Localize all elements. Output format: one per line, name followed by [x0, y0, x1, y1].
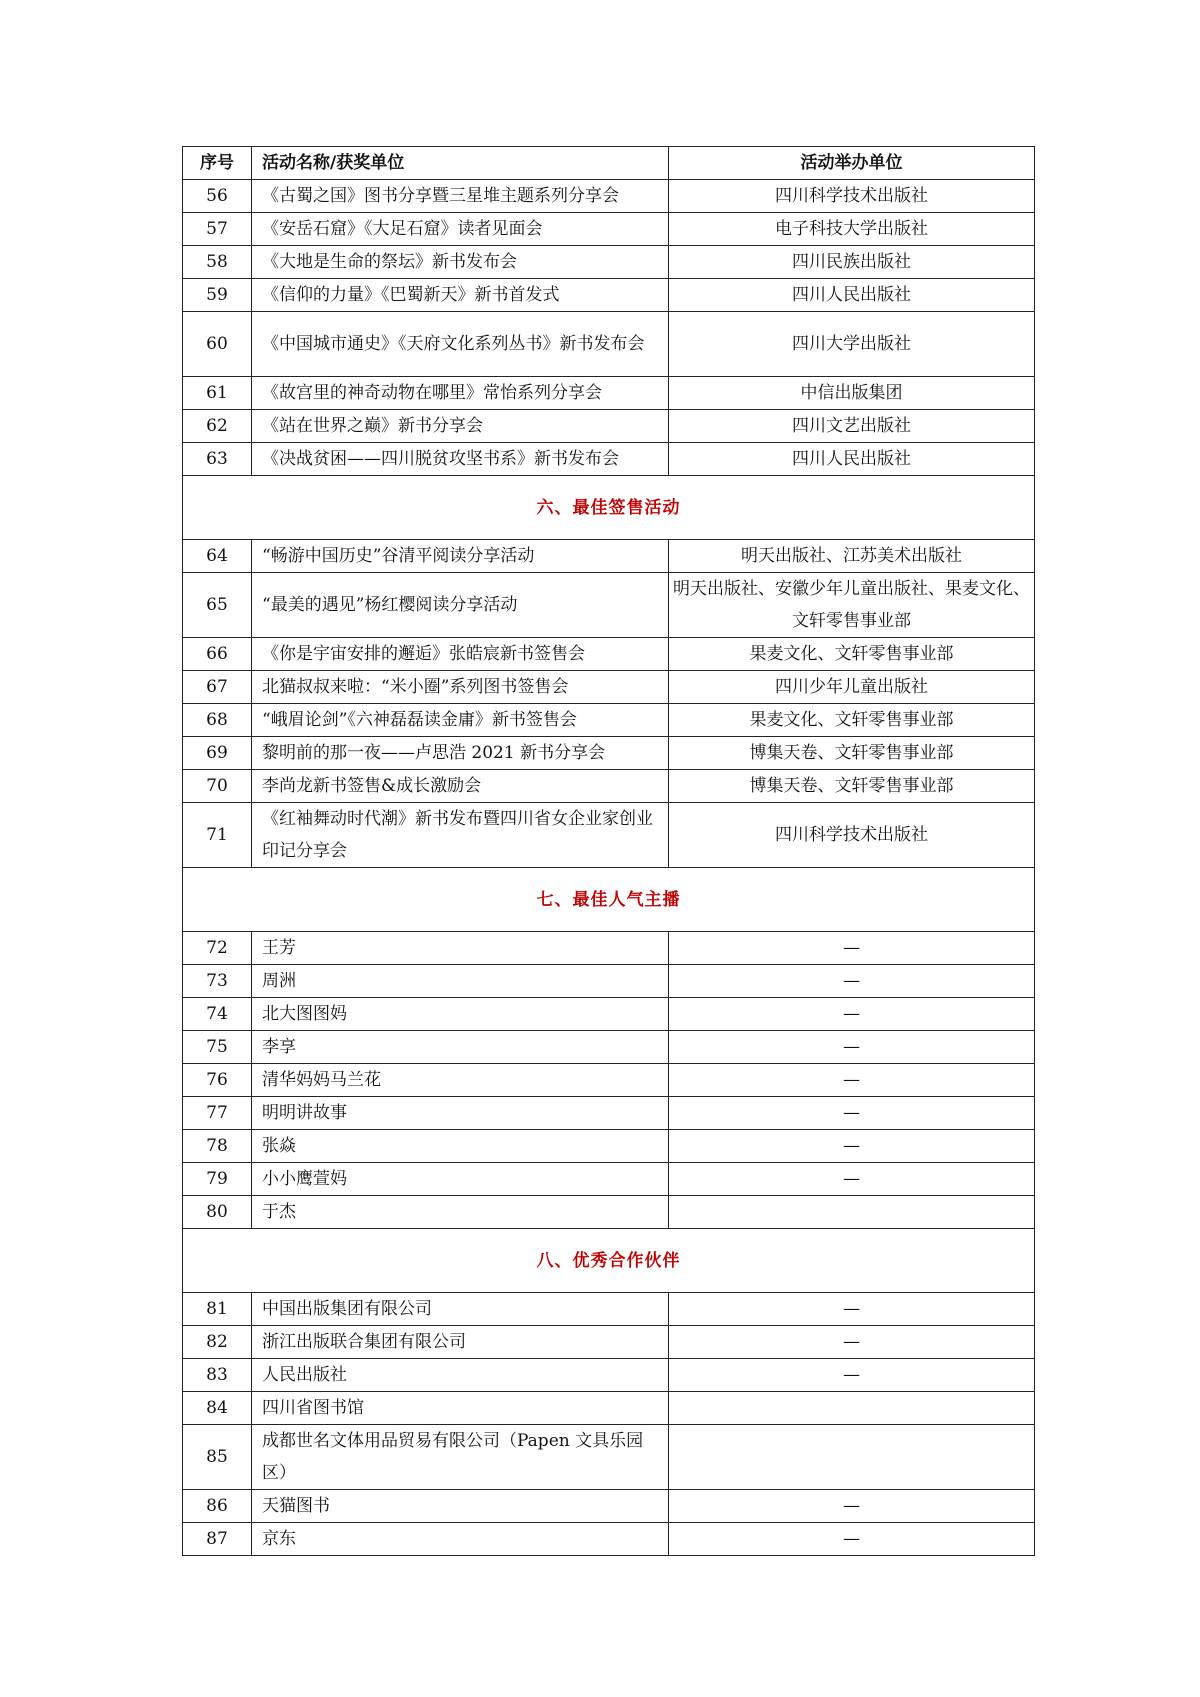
organizer-cell: 果麦文化、文轩零售事业部: [669, 638, 1035, 671]
table-row: [183, 1392, 1035, 1425]
serial-number-cell: 69: [183, 737, 252, 770]
organizer-cell: 四川科学技术出版社: [669, 180, 1035, 213]
serial-number-cell: 67: [183, 671, 252, 704]
serial-number-cell: 62: [183, 410, 252, 443]
table-row: [183, 1031, 1035, 1064]
organizer-cell: 明天出版社、安徽少年儿童出版社、果麦文化、文轩零售事业部: [669, 573, 1035, 638]
organizer-cell: 四川人民出版社: [669, 279, 1035, 312]
activity-name-cell: 《你是宇宙安排的邂逅》张皓宸新书签售会: [252, 638, 669, 671]
organizer-cell: 中信出版集团: [669, 377, 1035, 410]
activity-name-cell: 京东: [252, 1523, 669, 1556]
organizer-cell: 四川大学出版社: [669, 312, 1035, 377]
serial-number-cell: 70: [183, 770, 252, 803]
organizer-cell: —: [669, 1130, 1035, 1163]
organizer-cell: —: [669, 1031, 1035, 1064]
table-body: [183, 180, 1035, 1556]
organizer-cell: —: [669, 1097, 1035, 1130]
serial-number-cell: 65: [183, 573, 252, 638]
serial-number-cell: 59: [183, 279, 252, 312]
organizer-cell: 博集天卷、文轩零售事业部: [669, 770, 1035, 803]
table-row: [183, 1163, 1035, 1196]
table-row: [183, 443, 1035, 476]
table-row: [183, 803, 1035, 868]
activity-name-cell: 成都世名文体用品贸易有限公司（Papen 文具乐园区）: [252, 1425, 669, 1490]
organizer-cell: —: [669, 1326, 1035, 1359]
organizer-cell: —: [669, 932, 1035, 965]
activity-name-cell: 明明讲故事: [252, 1097, 669, 1130]
activity-name-cell: 浙江出版联合集团有限公司: [252, 1326, 669, 1359]
table-row: [183, 540, 1035, 573]
table-row: [183, 1097, 1035, 1130]
table-row: [183, 1490, 1035, 1523]
activity-name-cell: 《决战贫困——四川脱贫攻坚书系》新书发布会: [252, 443, 669, 476]
section-heading-row: [183, 1229, 1035, 1293]
activity-name-cell: 《中国城市通史》《天府文化系列丛书》新书发布会: [252, 312, 669, 377]
organizer-cell: —: [669, 1490, 1035, 1523]
activity-name-cell: 人民出版社: [252, 1359, 669, 1392]
activity-name-cell: 北猫叔叔来啦：“米小圈”系列图书签售会: [252, 671, 669, 704]
organizer-cell: [669, 1196, 1035, 1229]
serial-number-cell: 84: [183, 1392, 252, 1425]
activity-name-cell: 北大图图妈: [252, 998, 669, 1031]
activity-name-cell: 小小鹰萱妈: [252, 1163, 669, 1196]
serial-number-cell: 68: [183, 704, 252, 737]
serial-number-cell: 85: [183, 1425, 252, 1490]
organizer-cell: 电子科技大学出版社: [669, 213, 1035, 246]
organizer-cell: —: [669, 1359, 1035, 1392]
organizer-cell: —: [669, 1293, 1035, 1326]
activity-name-cell: “最美的遇见”杨红樱阅读分享活动: [252, 573, 669, 638]
activity-name-cell: “峨眉论剑”《六神磊磊读金庸》新书签售会: [252, 704, 669, 737]
activity-name-cell: 四川省图书馆: [252, 1392, 669, 1425]
awards-table: [182, 146, 1035, 1556]
table-row: [183, 638, 1035, 671]
serial-number-cell: 66: [183, 638, 252, 671]
table-row: [183, 965, 1035, 998]
organizer-cell: —: [669, 998, 1035, 1031]
serial-number-cell: 61: [183, 377, 252, 410]
serial-number-cell: 57: [183, 213, 252, 246]
section-heading-row: [183, 476, 1035, 540]
serial-number-cell: 81: [183, 1293, 252, 1326]
activity-name-cell: 《信仰的力量》《巴蜀新天》新书首发式: [252, 279, 669, 312]
section-title: 六、最佳签售活动: [183, 476, 1035, 540]
serial-number-cell: 60: [183, 312, 252, 377]
serial-number-cell: 64: [183, 540, 252, 573]
table-row: [183, 279, 1035, 312]
table-row: [183, 1425, 1035, 1490]
serial-number-cell: 79: [183, 1163, 252, 1196]
table-row: [183, 1293, 1035, 1326]
table-row: [183, 737, 1035, 770]
organizer-cell: —: [669, 1163, 1035, 1196]
header-serial-number: 序号: [183, 147, 252, 180]
table-row: [183, 770, 1035, 803]
table-row: [183, 312, 1035, 377]
organizer-cell: —: [669, 1064, 1035, 1097]
serial-number-cell: 71: [183, 803, 252, 868]
table-row: [183, 998, 1035, 1031]
organizer-cell: [669, 1425, 1035, 1490]
section-title: 七、最佳人气主播: [183, 868, 1035, 932]
activity-name-cell: 中国出版集团有限公司: [252, 1293, 669, 1326]
organizer-cell: 博集天卷、文轩零售事业部: [669, 737, 1035, 770]
header-activity-name: 活动名称/获奖单位: [252, 147, 669, 180]
serial-number-cell: 76: [183, 1064, 252, 1097]
organizer-cell: 四川少年儿童出版社: [669, 671, 1035, 704]
section-heading-row: [183, 868, 1035, 932]
header-organizer: 活动举办单位: [669, 147, 1035, 180]
serial-number-cell: 80: [183, 1196, 252, 1229]
activity-name-cell: 王芳: [252, 932, 669, 965]
serial-number-cell: 72: [183, 932, 252, 965]
serial-number-cell: 86: [183, 1490, 252, 1523]
table-row: [183, 1196, 1035, 1229]
table-row: [183, 1064, 1035, 1097]
table-row: [183, 180, 1035, 213]
table-row: [183, 213, 1035, 246]
organizer-cell: 四川文艺出版社: [669, 410, 1035, 443]
organizer-cell: 四川民族出版社: [669, 246, 1035, 279]
section-title: 八、优秀合作伙伴: [183, 1229, 1035, 1293]
table-row: [183, 671, 1035, 704]
table-header-row: [183, 147, 1035, 180]
serial-number-cell: 73: [183, 965, 252, 998]
serial-number-cell: 82: [183, 1326, 252, 1359]
table-row: [183, 377, 1035, 410]
activity-name-cell: 黎明前的那一夜——卢思浩 2021 新书分享会: [252, 737, 669, 770]
activity-name-cell: 清华妈妈马兰花: [252, 1064, 669, 1097]
organizer-cell: —: [669, 965, 1035, 998]
activity-name-cell: 《故宫里的神奇动物在哪里》常怡系列分享会: [252, 377, 669, 410]
activity-name-cell: 《红袖舞动时代潮》新书发布暨四川省女企业家创业印记分享会: [252, 803, 669, 868]
serial-number-cell: 77: [183, 1097, 252, 1130]
serial-number-cell: 58: [183, 246, 252, 279]
serial-number-cell: 63: [183, 443, 252, 476]
activity-name-cell: 周洲: [252, 965, 669, 998]
table-row: [183, 573, 1035, 638]
table-row: [183, 1359, 1035, 1392]
table-row: [183, 1130, 1035, 1163]
organizer-cell: [669, 1392, 1035, 1425]
activity-name-cell: “畅游中国历史”谷清平阅读分享活动: [252, 540, 669, 573]
organizer-cell: —: [669, 1523, 1035, 1556]
serial-number-cell: 87: [183, 1523, 252, 1556]
organizer-cell: 果麦文化、文轩零售事业部: [669, 704, 1035, 737]
activity-name-cell: 李尚龙新书签售&成长激励会: [252, 770, 669, 803]
table-row: [183, 246, 1035, 279]
serial-number-cell: 78: [183, 1130, 252, 1163]
organizer-cell: 四川科学技术出版社: [669, 803, 1035, 868]
activity-name-cell: 《站在世界之巅》新书分享会: [252, 410, 669, 443]
organizer-cell: 四川人民出版社: [669, 443, 1035, 476]
serial-number-cell: 83: [183, 1359, 252, 1392]
serial-number-cell: 74: [183, 998, 252, 1031]
activity-name-cell: 《大地是生命的祭坛》新书发布会: [252, 246, 669, 279]
activity-name-cell: 李享: [252, 1031, 669, 1064]
table-row: [183, 1523, 1035, 1556]
activity-name-cell: 《古蜀之国》图书分享暨三星堆主题系列分享会: [252, 180, 669, 213]
table-row: [183, 1326, 1035, 1359]
activity-name-cell: 天猫图书: [252, 1490, 669, 1523]
activity-name-cell: 于杰: [252, 1196, 669, 1229]
activity-name-cell: 《安岳石窟》《大足石窟》读者见面会: [252, 213, 669, 246]
table-row: [183, 932, 1035, 965]
table-row: [183, 410, 1035, 443]
serial-number-cell: 56: [183, 180, 252, 213]
table-row: [183, 704, 1035, 737]
organizer-cell: 明天出版社、江苏美术出版社: [669, 540, 1035, 573]
activity-name-cell: 张焱: [252, 1130, 669, 1163]
serial-number-cell: 75: [183, 1031, 252, 1064]
